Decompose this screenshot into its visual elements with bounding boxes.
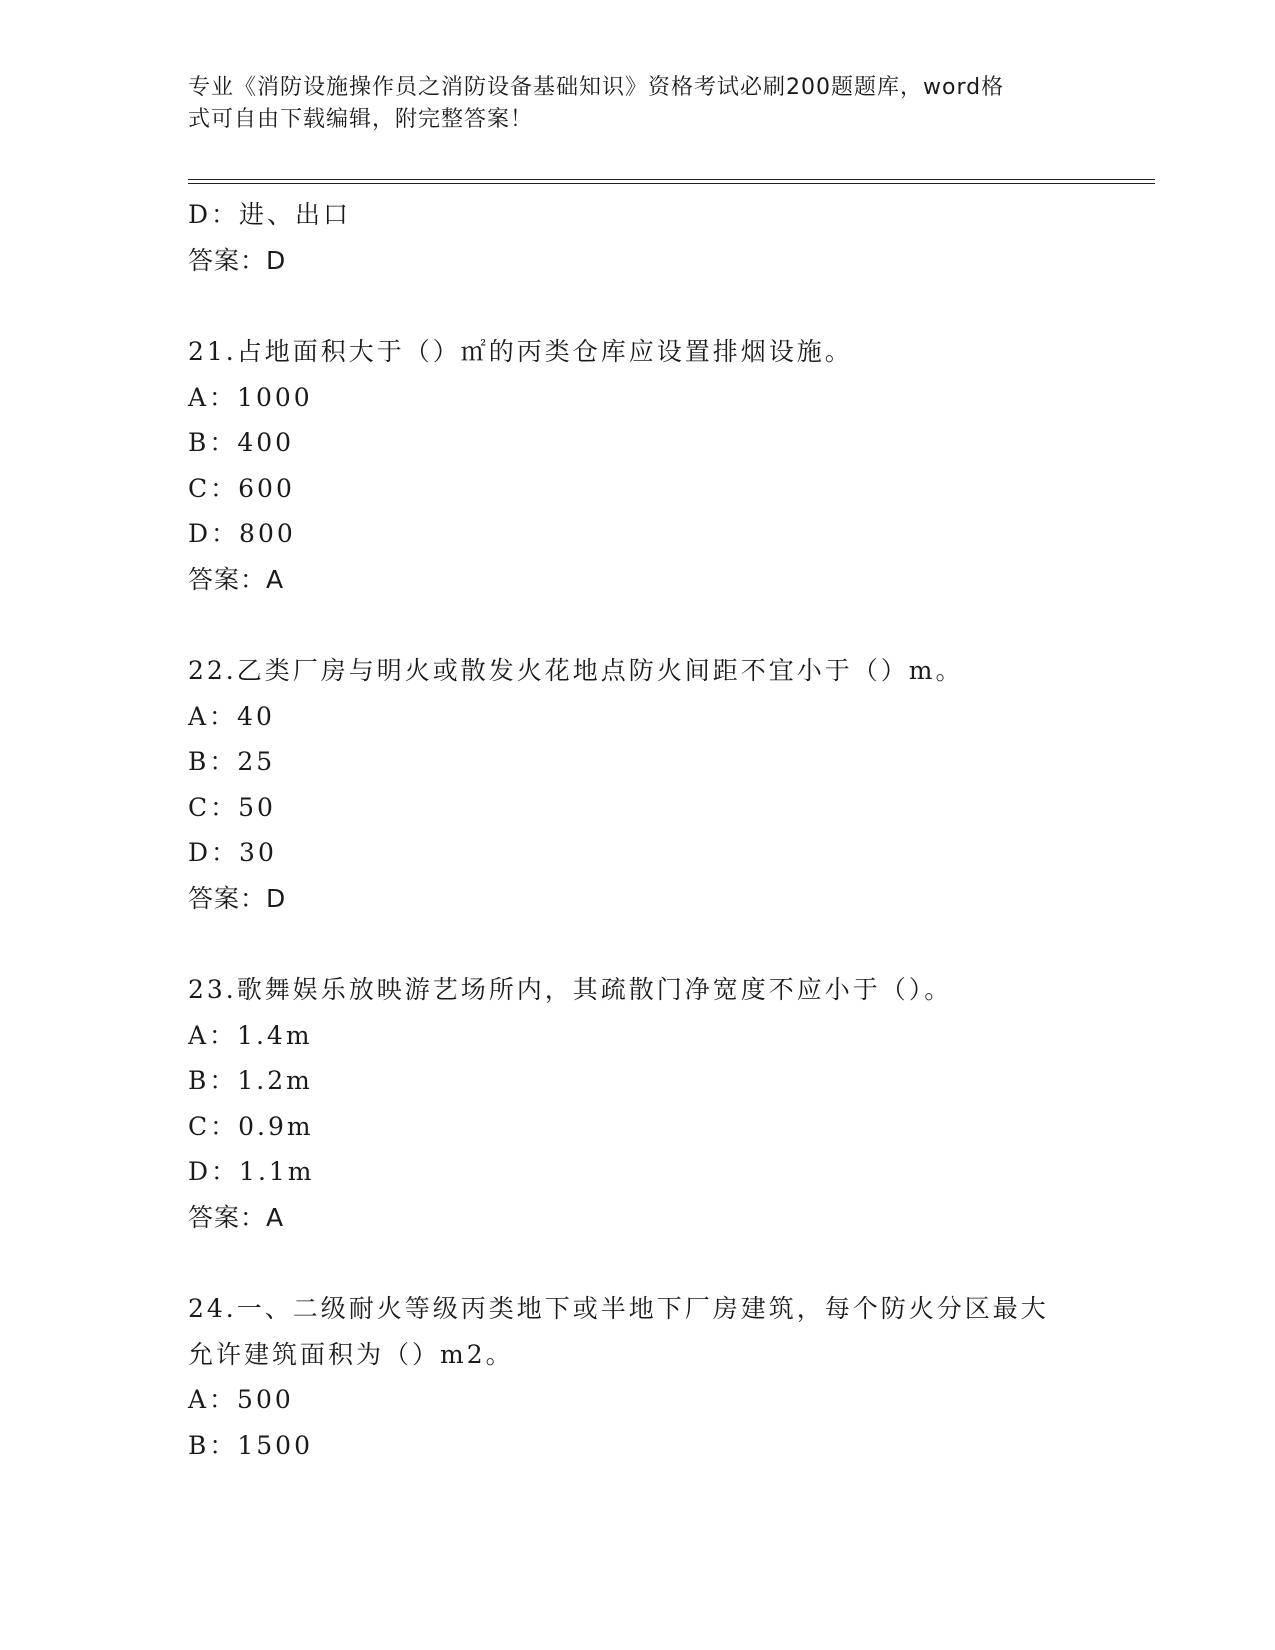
question-21	[188, 329, 1148, 602]
question-23	[188, 967, 1148, 1240]
header-line-2: 式可自由下载编辑，附完整答案！	[188, 107, 534, 132]
document-header	[188, 72, 1068, 136]
question-text: 21.占地面积大于（）㎡的丙类仓库应设置排烟设施。	[188, 337, 853, 366]
header-line-1: 专业《消防设施操作员之消防设备基础知识》资格考试必刷200题题库，word格	[188, 75, 1005, 100]
option-c: C：600	[188, 473, 295, 503]
question-text: 22.乙类厂房与明火或散发火花地点防火间距不宜小于（）m。	[188, 656, 964, 685]
option-a: A：40	[188, 701, 275, 731]
option-d: D：30	[188, 838, 277, 867]
option-d: D：进、出口	[188, 200, 352, 229]
question-22	[188, 648, 1148, 921]
answer-line: 答案：A	[188, 564, 285, 594]
header-divider-top	[188, 179, 1155, 180]
option-b: B：1500	[188, 1430, 313, 1460]
option-b: B：25	[188, 747, 276, 776]
option-a: A：1.4m	[188, 1020, 313, 1050]
option-a: A：1000	[188, 382, 313, 412]
question-text-line-1: 24.一、二级耐火等级丙类地下或半地下厂房建筑，每个防火分区最大	[188, 1294, 1049, 1323]
question-text: 23.歌舞娱乐放映游艺场所内，其疏散门净宽度不应小于（）。	[188, 975, 953, 1004]
question-text-line-2: 允许建筑面积为（）m2。	[188, 1339, 514, 1369]
spacer	[188, 283, 1148, 329]
question-20-tail	[188, 192, 1148, 283]
option-d: D：800	[188, 519, 296, 548]
option-c: C：0.9m	[188, 1111, 314, 1141]
spacer	[188, 921, 1148, 967]
spacer	[188, 1240, 1148, 1286]
question-list	[188, 192, 1148, 1468]
answer-line: 答案：D	[188, 883, 287, 913]
option-b: B：1.2m	[188, 1066, 313, 1095]
option-a: A：500	[188, 1385, 294, 1414]
option-b: B：400	[188, 428, 295, 457]
header-divider-bottom	[188, 183, 1155, 184]
question-24	[188, 1286, 1148, 1468]
spacer	[188, 602, 1148, 648]
answer-line: 答案：A	[188, 1202, 285, 1232]
answer-line: 答案：D	[188, 245, 287, 275]
option-c: C：50	[188, 792, 276, 822]
option-d: D：1.1m	[188, 1157, 315, 1186]
